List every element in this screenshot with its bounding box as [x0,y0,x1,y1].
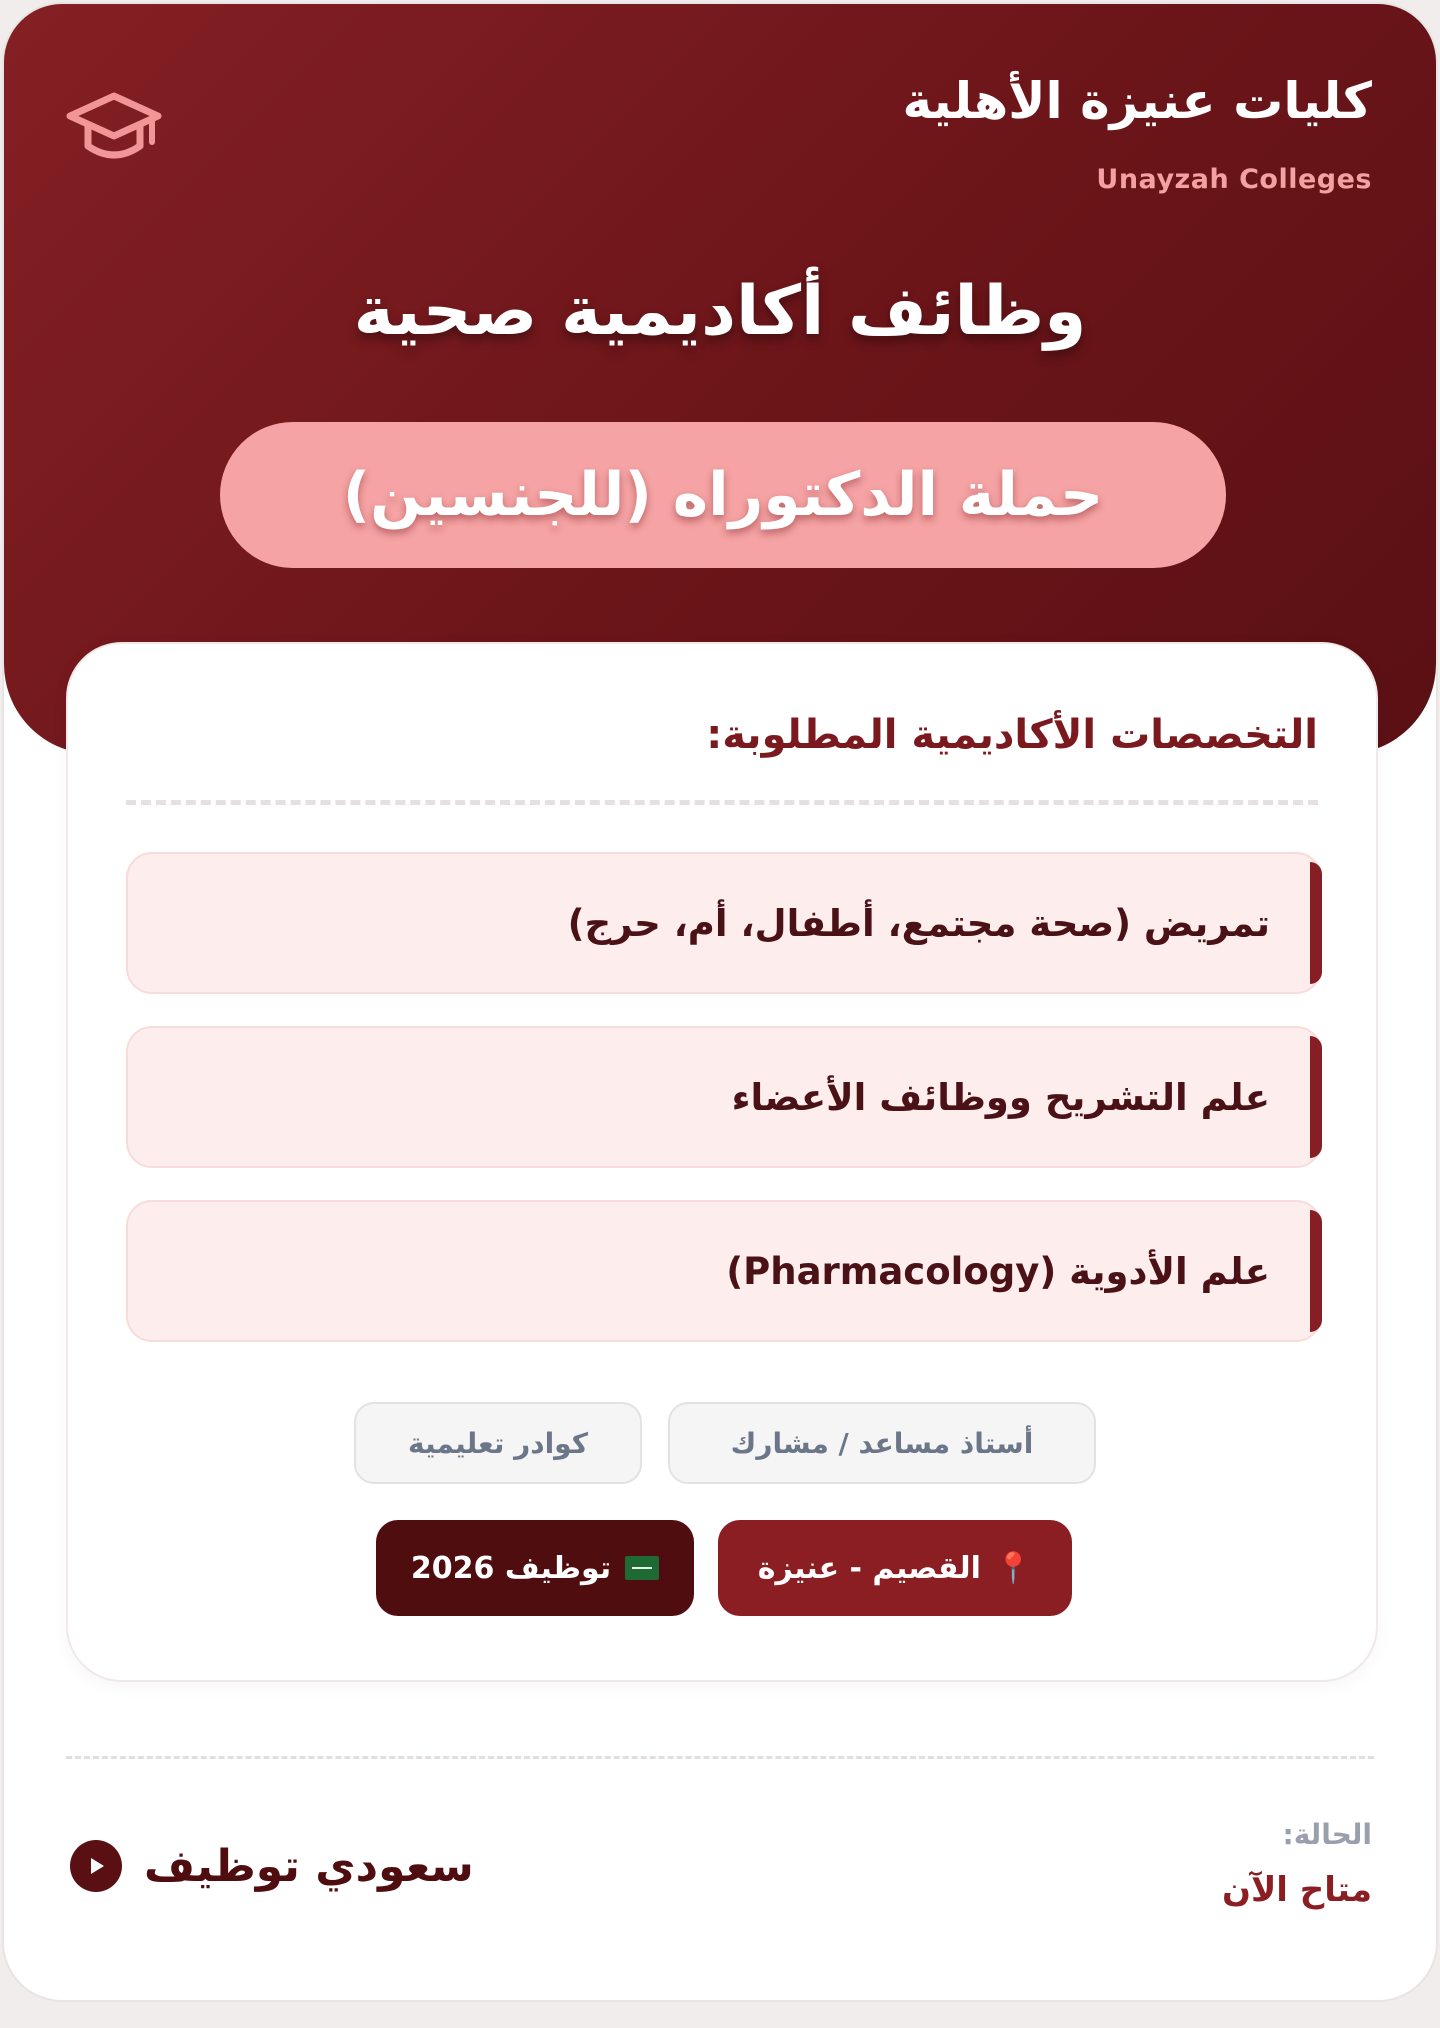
specialty-label: علم التشريح ووظائف الأعضاء [731,1075,1270,1119]
specialties-panel [66,642,1378,1682]
job-card [2,2,1438,2002]
year-tag [376,1520,694,1616]
account-link[interactable] [70,1840,474,1892]
year-label: توظيف 2026 [410,1550,612,1586]
brand-name-arabic: كليات عنيزة الأهلية [902,72,1372,130]
status-label: الحالة: [1282,1818,1372,1851]
specialties-title: التخصصات الأكاديمية المطلوبة: [706,712,1318,758]
specialty-label: علم الأدوية (Pharmacology) [726,1249,1270,1293]
specialty-label: تمريض (صحة مجتمع، أطفال، أم، حرج) [567,901,1270,945]
audience-pill: حملة الدكتوراه (للجنسين) [220,422,1226,568]
saudi-flag-icon [625,1556,659,1580]
page-title: وظائف أكاديمية صحية [353,272,1087,351]
location-label: القصيم - عنيزة [757,1550,981,1586]
accent-bar [1310,1036,1322,1158]
divider [126,800,1318,805]
accent-bar [1310,1210,1322,1332]
staff-chip: كوادر تعليمية [354,1402,642,1484]
pin-icon: 📍 [994,1550,1033,1586]
rank-chip: أستاذ مساعد / مشارك [668,1402,1096,1484]
brand-name-english: Unayzah Colleges [1096,164,1372,195]
specialty-item [126,852,1322,994]
play-icon[interactable] [70,1840,122,1892]
status-value: متاح الآن [1221,1870,1372,1910]
accent-bar [1310,862,1322,984]
account-name: سعودي توظيف [144,1840,474,1892]
specialty-item [126,1026,1322,1168]
graduation-cap-icon [66,90,162,170]
specialty-item [126,1200,1322,1342]
location-tag [718,1520,1072,1616]
footer-divider [66,1756,1374,1759]
